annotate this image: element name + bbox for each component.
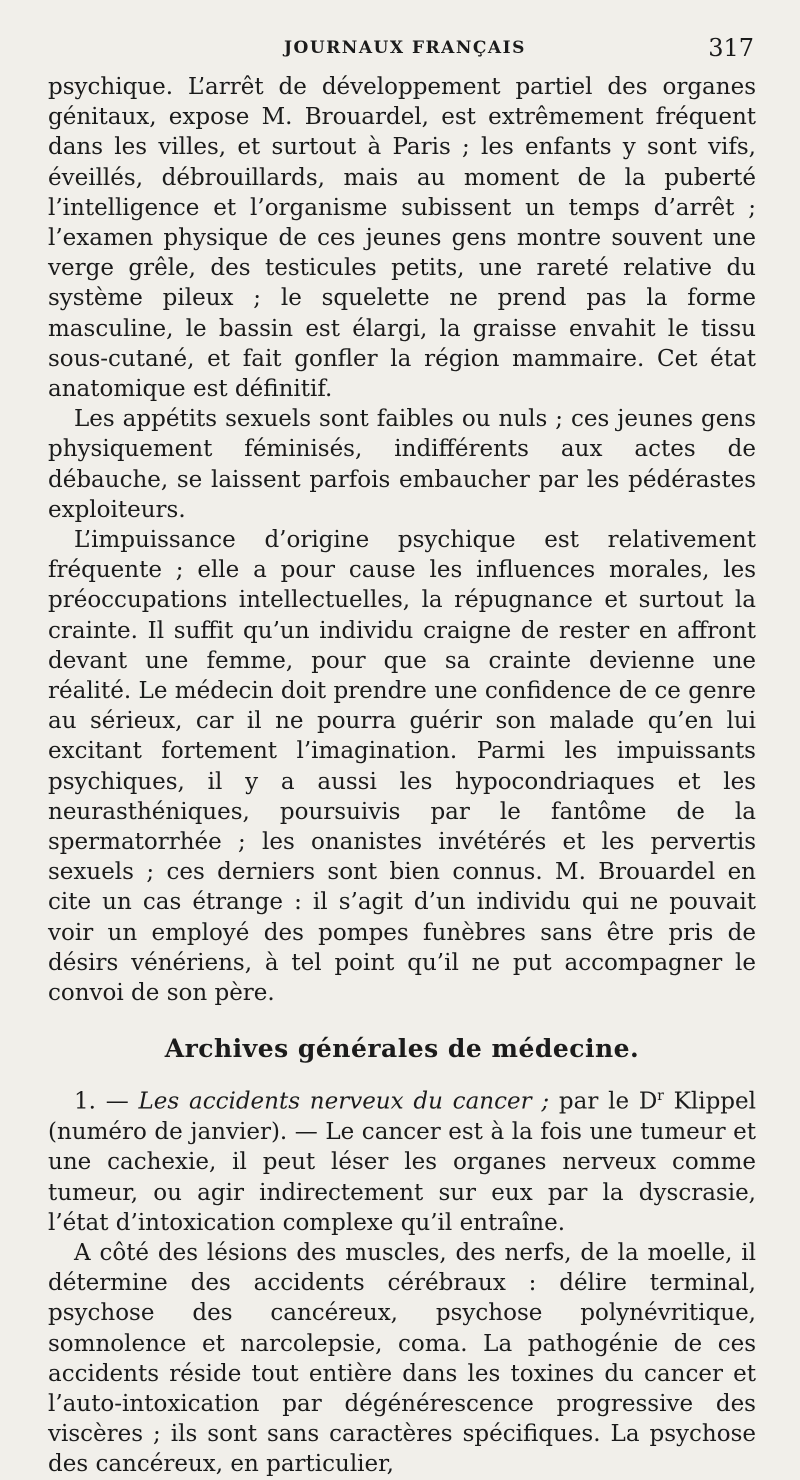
paragraph-2: Les appétits sexuels sont faibles ou nuls ; ces jeunes gens physiquement féminisés, indifférents aux actes de débauche, se laissent parfois embaucher par les pédérastes exploiteurs. <box>48 406 756 523</box>
article-byline-pre: par le D <box>549 1088 658 1115</box>
paragraph-3: L’impuissance d’origine psychique est relativement fréquente ; elle a pour cause les influences morales, les préoccupations intellectuelles, la répugnance et surtout la crainte. Il suffit qu’un individu craigne de rester en affront devant une femme, pour que sa crainte devienne une réalité. Le médecin doit prendre une confidence de ce genre au sérieux, car il ne pourra guérir son malade qu’en lui excitant fortement l’imagination. Parmi les impuissants psychiques, il y a aussi les hypocondriaques et les neurasthéniques, poursuivis par le fantôme de la spermatorrhée ; les onanistes invétérés et les pervertis sexuels ; ces derniers sont bien connus. M. Brouardel en cite un cas étrange : il s’agit d’un individu qui ne pouvait voir un employé des pompes funèbres sans être pris de désirs vénériens, à tel point qu’il ne put accompagner le convoi de son père. <box>48 527 756 1007</box>
article-paragraph <box>48 1081 756 1238</box>
article-byline-post: Klippel (numéro de janvier). — Le cancer est à la fois une tumeur et une cachexie, il peut léser les organes nerveux comme tumeur, ou agir indirectement sur eux par la dyscrasie, l’état d’intoxication complexe qu’il entraîne. <box>48 1088 756 1236</box>
paragraph-1: psychique. L’arrêt de développement partiel des organes génitaux, expose M. Brouardel, est extrêmement fréquent dans les villes, et surtout à Paris ; les enfants y sont vifs, éveillés, débrouillards, mais au moment de la puberté l’intelligence et l’organisme subissent un temps d’arrêt ; l’examen physique de ces jeunes gens montre souvent une verge grêle, des testicules petits, une rareté relative du système pileux ; le squelette ne prend pas la forme masculine, le bassin est élargi, la graisse envahit le tissu sous-cutané, et fait gonfler la région mammaire. Cet état anatomique est définitif. <box>48 74 756 403</box>
body-text <box>48 72 756 1480</box>
page-number: 317 <box>708 34 754 62</box>
paragraph-last: A côté des lésions des muscles, des nerfs, de la moelle, il détermine des accidents cérébraux : délire terminal, psychose des cancéreux, psychose polynévritique, somnolence et narcolepsie, coma. La pathogénie de ces accidents réside tout entière dans les toxines du cancer et l’auto-intoxication par dégénérescence progressive des viscères ; ils sont sans caractères spécifiques. La psychose des cancéreux, en particulier, <box>48 1239 756 1478</box>
article-number: 1. — <box>74 1088 139 1115</box>
page-header <box>48 28 756 72</box>
article-byline-sup: r <box>657 1088 664 1105</box>
running-head: JOURNAUX FRANÇAIS <box>284 38 526 58</box>
article-title: Les accidents nerveux du cancer ; <box>138 1088 550 1115</box>
section-title: Archives générales de médecine. <box>164 1034 640 1064</box>
